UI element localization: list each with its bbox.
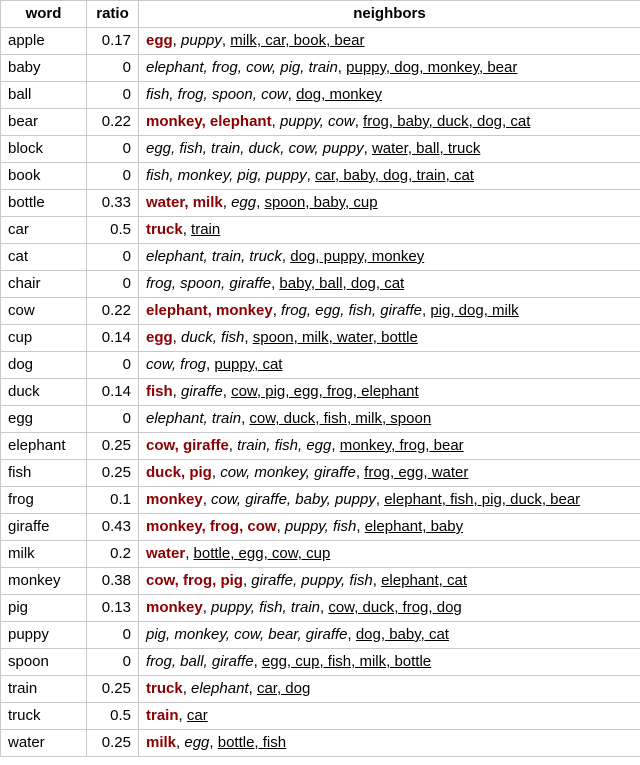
word-cell: spoon <box>1 649 87 676</box>
table-row <box>1 622 640 649</box>
neighbor-group-italic: elephant <box>191 680 249 697</box>
neighbor-group-bold: egg <box>146 32 173 49</box>
neighbor-group-bold: monkey, elephant <box>146 113 272 130</box>
word-cell: pig <box>1 595 87 622</box>
neighbor-group-italic: fish, frog, spoon, cow <box>146 86 288 103</box>
table-row <box>1 352 640 379</box>
neighbor-group-italic: frog, ball, giraffe <box>146 653 254 670</box>
word-cell: baby <box>1 55 87 82</box>
neighbor-group-underline: milk, car, book, bear <box>230 32 365 49</box>
table-row <box>1 379 640 406</box>
ratio-cell: 0.25 <box>87 460 139 487</box>
table-row <box>1 676 640 703</box>
word-cell: fish <box>1 460 87 487</box>
neighbor-group-italic: giraffe, puppy, fish <box>251 572 373 589</box>
neighbor-group-italic: train, fish, egg <box>237 437 332 454</box>
table-row <box>1 730 640 757</box>
table-row <box>1 55 640 82</box>
neighbors-cell: train, car <box>139 703 640 730</box>
neighbor-group-underline: dog, baby, cat <box>355 626 449 643</box>
neighbors-cell: egg, puppy, milk, car, book, bear <box>139 28 640 55</box>
neighbor-group-underline: pig, dog, milk <box>430 302 519 319</box>
table-row <box>1 190 640 217</box>
neighbor-group-italic: elephant, train, truck <box>146 248 282 265</box>
word-cell: train <box>1 676 87 703</box>
ratio-cell: 0.5 <box>87 217 139 244</box>
neighbor-group-underline: dog, puppy, monkey <box>290 248 425 265</box>
word-cell: truck <box>1 703 87 730</box>
neighbor-group-bold: monkey, frog, cow <box>146 518 277 535</box>
word-cell: monkey <box>1 568 87 595</box>
neighbors-cell: truck, elephant, car, dog <box>139 676 640 703</box>
neighbor-group-italic: frog, spoon, giraffe <box>146 275 272 292</box>
neighbor-group-underline: bottle, egg, cow, cup <box>193 545 331 562</box>
neighbor-group-underline: dog, monkey <box>296 86 382 103</box>
word-cell: water <box>1 730 87 757</box>
neighbor-group-underline: spoon, baby, cup <box>264 194 378 211</box>
neighbor-group-underline: egg, cup, fish, milk, bottle <box>261 653 432 670</box>
neighbor-group-bold: truck <box>146 221 183 238</box>
word-cell: duck <box>1 379 87 406</box>
neighbor-group-underline: puppy, dog, monkey, bear <box>346 59 518 76</box>
neighbor-group-underline: car <box>186 707 208 724</box>
word-cell: chair <box>1 271 87 298</box>
table-row <box>1 82 640 109</box>
neighbor-group-bold: monkey <box>146 491 203 508</box>
word-cell: elephant <box>1 433 87 460</box>
word-cell: cat <box>1 244 87 271</box>
ratio-cell: 0 <box>87 352 139 379</box>
neighbor-group-bold: cow, frog, pig <box>146 572 243 589</box>
table-row <box>1 271 640 298</box>
ratio-cell: 0.33 <box>87 190 139 217</box>
neighbors-cell: elephant, train, truck, dog, puppy, monkey <box>139 244 640 271</box>
word-cell: milk <box>1 541 87 568</box>
ratio-cell: 0 <box>87 271 139 298</box>
neighbors-cell: fish, monkey, pig, puppy, car, baby, dog, train, cat <box>139 163 640 190</box>
ratio-cell: 0 <box>87 244 139 271</box>
word-cell: puppy <box>1 622 87 649</box>
neighbor-group-underline: frog, baby, duck, dog, cat <box>363 113 531 130</box>
table-body <box>1 28 640 757</box>
ratio-cell: 0.14 <box>87 379 139 406</box>
neighbors-cell: elephant, monkey, frog, egg, fish, giraffe, pig, dog, milk <box>139 298 640 325</box>
ratio-cell: 0.22 <box>87 298 139 325</box>
neighbors-cell: truck, train <box>139 217 640 244</box>
col-header-ratio: ratio <box>87 1 139 28</box>
ratio-cell: 0 <box>87 163 139 190</box>
neighbor-group-italic: egg <box>184 734 210 751</box>
ratio-cell: 0.43 <box>87 514 139 541</box>
neighbor-group-bold: truck <box>146 680 183 697</box>
neighbor-group-italic: elephant, train <box>146 410 242 427</box>
neighbors-cell: fish, frog, spoon, cow, dog, monkey <box>139 82 640 109</box>
word-cell: cow <box>1 298 87 325</box>
neighbors-cell: monkey, cow, giraffe, baby, puppy, elephant, fish, pig, duck, bear <box>139 487 640 514</box>
table-row <box>1 460 640 487</box>
table-row <box>1 298 640 325</box>
neighbor-group-bold: egg <box>146 329 173 346</box>
neighbors-cell: monkey, elephant, puppy, cow, frog, baby, duck, dog, cat <box>139 109 640 136</box>
word-cell: apple <box>1 28 87 55</box>
word-cell: egg <box>1 406 87 433</box>
neighbors-cell: milk, egg, bottle, fish <box>139 730 640 757</box>
neighbor-group-italic: cow, frog <box>146 356 207 373</box>
word-cell: bottle <box>1 190 87 217</box>
neighbor-group-bold: water, milk <box>146 194 223 211</box>
ratio-cell: 0.1 <box>87 487 139 514</box>
ratio-cell: 0 <box>87 55 139 82</box>
neighbor-group-italic: pig, monkey, cow, bear, giraffe <box>146 626 348 643</box>
word-cell: dog <box>1 352 87 379</box>
table-row <box>1 541 640 568</box>
ratio-cell: 0.38 <box>87 568 139 595</box>
table-row <box>1 649 640 676</box>
neighbors-cell: elephant, train, cow, duck, fish, milk, spoon <box>139 406 640 433</box>
table-row <box>1 433 640 460</box>
neighbor-group-italic: giraffe <box>181 383 223 400</box>
ratio-cell: 0 <box>87 136 139 163</box>
ratio-cell: 0.5 <box>87 703 139 730</box>
neighbors-cell: egg, duck, fish, spoon, milk, water, bottle <box>139 325 640 352</box>
table-row <box>1 136 640 163</box>
ratio-cell: 0 <box>87 82 139 109</box>
col-header-word: word <box>1 1 87 28</box>
table-row <box>1 163 640 190</box>
neighbor-group-bold: train <box>146 707 179 724</box>
word-cell: book <box>1 163 87 190</box>
neighbors-cell: monkey, puppy, fish, train, cow, duck, frog, dog <box>139 595 640 622</box>
neighbor-group-underline: car, baby, dog, train, cat <box>315 167 474 184</box>
neighbor-group-italic: fish, monkey, pig, puppy <box>146 167 307 184</box>
neighbor-group-underline: puppy, cat <box>214 356 283 373</box>
word-cell: block <box>1 136 87 163</box>
neighbor-group-underline: train <box>191 221 221 238</box>
neighbor-group-underline: frog, egg, water <box>364 464 469 481</box>
neighbors-cell: elephant, frog, cow, pig, train, puppy, dog, monkey, bear <box>139 55 640 82</box>
table-row <box>1 568 640 595</box>
neighbor-group-bold: cow, giraffe <box>146 437 229 454</box>
neighbors-cell: monkey, frog, cow, puppy, fish, elephant, baby <box>139 514 640 541</box>
word-cell: frog <box>1 487 87 514</box>
ratio-cell: 0.25 <box>87 676 139 703</box>
ratio-cell: 0 <box>87 406 139 433</box>
table-row <box>1 514 640 541</box>
word-cell: giraffe <box>1 514 87 541</box>
ratio-cell: 0.25 <box>87 730 139 757</box>
neighbors-cell: egg, fish, train, duck, cow, puppy, water, ball, truck <box>139 136 640 163</box>
table-row <box>1 703 640 730</box>
neighbor-group-underline: elephant, baby <box>364 518 464 535</box>
neighbors-cell: pig, monkey, cow, bear, giraffe, dog, baby, cat <box>139 622 640 649</box>
neighbor-group-italic: puppy, fish <box>284 518 357 535</box>
ratio-cell: 0.2 <box>87 541 139 568</box>
table-row <box>1 487 640 514</box>
table-row <box>1 406 640 433</box>
neighbor-group-underline: elephant, cat <box>381 572 467 589</box>
neighbors-cell: frog, spoon, giraffe, baby, ball, dog, cat <box>139 271 640 298</box>
neighbor-group-underline: elephant, fish, pig, duck, bear <box>384 491 581 508</box>
neighbor-group-italic: puppy, fish, train <box>211 599 320 616</box>
ratio-cell: 0.22 <box>87 109 139 136</box>
word-cell: car <box>1 217 87 244</box>
header-row <box>1 1 640 28</box>
table-row <box>1 217 640 244</box>
neighbor-group-italic: cow, monkey, giraffe <box>220 464 356 481</box>
table-row <box>1 244 640 271</box>
neighbors-cell: cow, giraffe, train, fish, egg, monkey, frog, bear <box>139 433 640 460</box>
neighbor-group-underline: baby, ball, dog, cat <box>279 275 405 292</box>
col-header-neighbors: neighbors <box>139 1 640 28</box>
neighbor-group-underline: monkey, frog, bear <box>339 437 464 454</box>
neighbor-group-underline: cow, pig, egg, frog, elephant <box>231 383 419 400</box>
word-cell: cup <box>1 325 87 352</box>
word-cell: ball <box>1 82 87 109</box>
neighbor-group-italic: duck, fish <box>181 329 245 346</box>
table-row <box>1 109 640 136</box>
neighbors-cell: water, bottle, egg, cow, cup <box>139 541 640 568</box>
neighbors-cell: water, milk, egg, spoon, baby, cup <box>139 190 640 217</box>
neighbors-cell: duck, pig, cow, monkey, giraffe, frog, egg, water <box>139 460 640 487</box>
neighbors-cell: cow, frog, puppy, cat <box>139 352 640 379</box>
ratio-cell: 0.13 <box>87 595 139 622</box>
neighbor-group-italic: puppy <box>181 32 222 49</box>
neighbor-group-bold: fish <box>146 383 173 400</box>
ratio-cell: 0.17 <box>87 28 139 55</box>
neighbors-cell: cow, frog, pig, giraffe, puppy, fish, elephant, cat <box>139 568 640 595</box>
neighbor-group-bold: monkey <box>146 599 203 616</box>
table-row <box>1 595 640 622</box>
neighbor-group-underline: cow, duck, frog, dog <box>328 599 462 616</box>
neighbor-group-italic: elephant, frog, cow, pig, train <box>146 59 338 76</box>
ratio-cell: 0 <box>87 649 139 676</box>
ratio-cell: 0 <box>87 622 139 649</box>
table-row <box>1 325 640 352</box>
neighbor-group-italic: egg <box>231 194 257 211</box>
neighbor-group-bold: duck, pig <box>146 464 212 481</box>
neighbor-group-underline: car, dog <box>256 680 311 697</box>
word-cell: bear <box>1 109 87 136</box>
neighbor-group-underline: bottle, fish <box>217 734 287 751</box>
neighbor-group-italic: frog, egg, fish, giraffe <box>281 302 422 319</box>
table-row <box>1 28 640 55</box>
neighbor-group-italic: puppy, cow <box>279 113 355 130</box>
neighbor-group-bold: elephant, monkey <box>146 302 273 319</box>
neighbors-cell: frog, ball, giraffe, egg, cup, fish, milk, bottle <box>139 649 640 676</box>
ratio-cell: 0.14 <box>87 325 139 352</box>
neighbor-group-italic: egg, fish, train, duck, cow, puppy <box>146 140 364 157</box>
neighbor-group-underline: water, ball, truck <box>371 140 481 157</box>
neighbor-group-underline: spoon, milk, water, bottle <box>252 329 418 346</box>
neighbor-group-italic: cow, giraffe, baby, puppy <box>211 491 376 508</box>
neighbors-cell: fish, giraffe, cow, pig, egg, frog, elephant <box>139 379 640 406</box>
neighbor-group-bold: milk <box>146 734 177 751</box>
neighbor-group-bold: water <box>146 545 186 562</box>
neighbor-group-underline: cow, duck, fish, milk, spoon <box>249 410 432 427</box>
ratio-cell: 0.25 <box>87 433 139 460</box>
